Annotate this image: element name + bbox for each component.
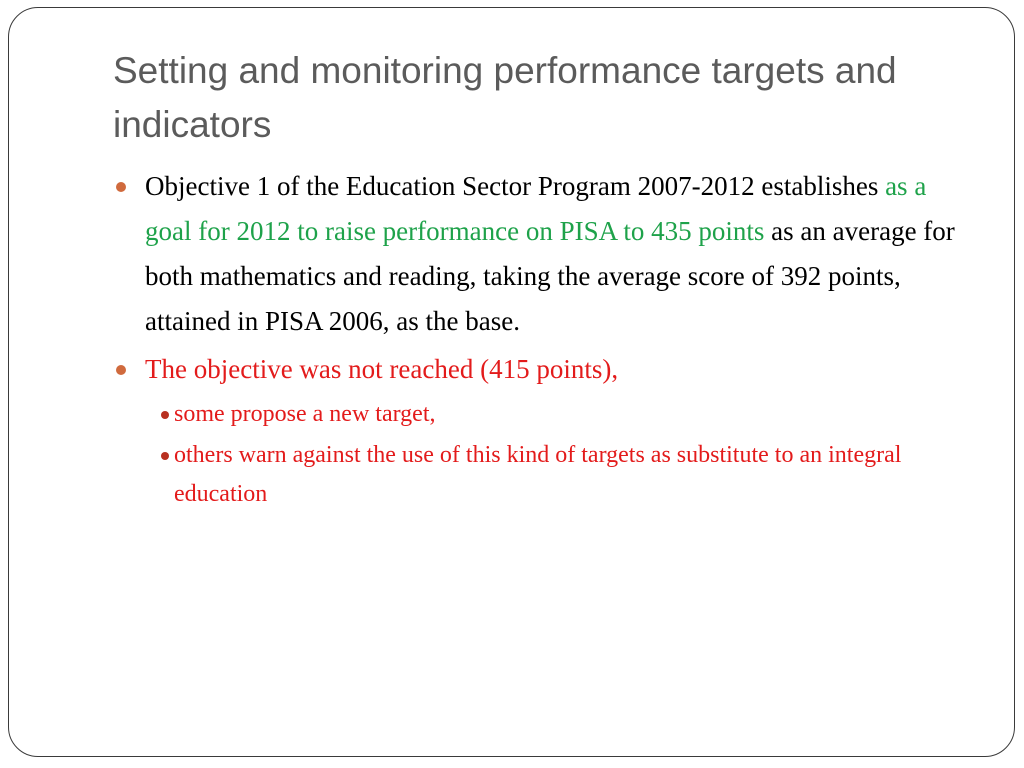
bullet-result-text: The objective was not reached (415 points), — [145, 354, 619, 384]
bullet-objective-tail: as an average for both mathematics and reading, taking the average score of 392 points, attained in PISA 2006, as the base. — [145, 216, 955, 336]
bullet-dot-icon — [116, 365, 126, 375]
bullet-result — [112, 347, 972, 392]
sub-bullet-new-target — [145, 395, 972, 434]
bullet-objective-highlight: as a goal for 2012 to raise performance on PISA to 435 points — [145, 171, 927, 246]
slide-body — [112, 164, 972, 514]
bullet-objective-text: Objective 1 of the Education Sector Program 2007-2012 establishes — [145, 171, 886, 201]
sub-bullet-text: some propose a new target, — [174, 401, 436, 427]
bullet-dot-icon — [116, 182, 126, 192]
sub-bullet-dot-icon — [161, 411, 169, 419]
slide-title: Setting and monitoring performance targets and indicators — [113, 50, 897, 145]
sub-bullet-text: others warn against the use of this kind of targets as substitute to an integral education — [174, 442, 902, 507]
bullet-objective — [112, 164, 972, 344]
sub-bullet-warning — [145, 436, 972, 514]
sub-bullet-dot-icon — [161, 452, 169, 460]
